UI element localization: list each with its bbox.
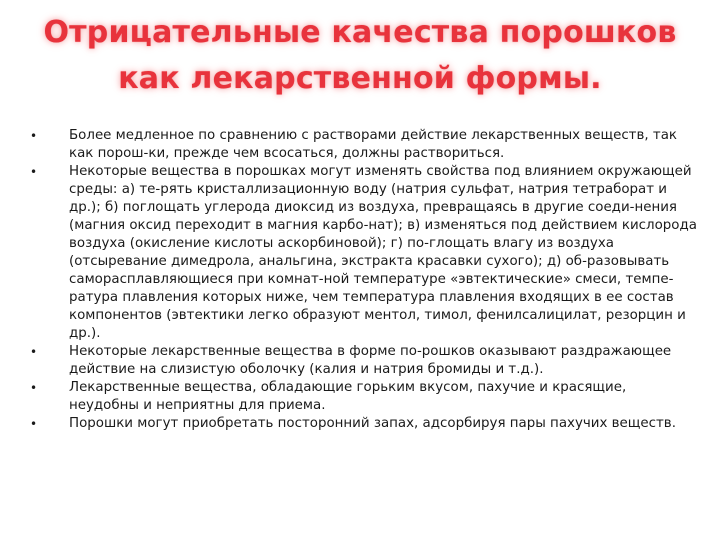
list-item-text: Лекарственные вещества, обладающие горьким вкусом, пахучие и красящие, неудобны и неприятны для приема. (69, 380, 627, 413)
bullet-icon: • (30, 129, 38, 143)
list-item-text: Некоторые вещества в порошках могут изменять свойства под влиянием окружающей среды: а) те-рять кристаллизационную воду (натрия сульфат, натрия тетраборат и др.); б) поглощать углерода диоксид из воздуха, превращаясь в другие соеди-нения (магния оксид переходит в магния карбо-нат); в) изменяться под действием кислорода воздуха (окисление кислоты аскорбиновой); г) по-глощать влагу из воздуха (отсыревание димедрола, анальгина, экстракта красавки сухого); д) об-разовывать саморасплавляющиеся при комнат-ной температуре «эвтектические» смеси, темпе-ратура плавления которых ниже, чем температура плавления входящих в ее состав компонентов (эвтектики легко образуют ментол, тимол, фенилсалицилат, резорцин и др.). (69, 164, 697, 341)
list-item-text: Более медленное по сравнению с растворами действие лекарственных веществ, так как порош-ки, прежде чем всосаться, должны раствориться. (69, 128, 677, 161)
slide-title (20, 10, 700, 102)
slide-title-line-2: как лекарственной формы. (118, 61, 602, 96)
bullet-list (30, 127, 700, 433)
bullet-icon: • (30, 165, 38, 179)
bullet-icon: • (30, 381, 38, 395)
list-item (30, 163, 700, 343)
list-item (30, 379, 700, 415)
list-item-text: Некоторые лекарственные вещества в форме по-рошков оказывают раздражающее действие на слизистую оболочку (калия и натрия бромиды и т.д.). (69, 344, 672, 377)
list-item (30, 343, 700, 379)
slide-title-line-1: Отрицательные качества порошков (43, 15, 677, 50)
list-item (30, 415, 700, 433)
bullet-icon: • (30, 417, 38, 431)
list-item (30, 127, 700, 163)
bullet-icon: • (30, 345, 38, 359)
list-item-text: Порошки могут приобретать посторонний запах, адсорбируя пары пахучих веществ. (69, 416, 676, 431)
